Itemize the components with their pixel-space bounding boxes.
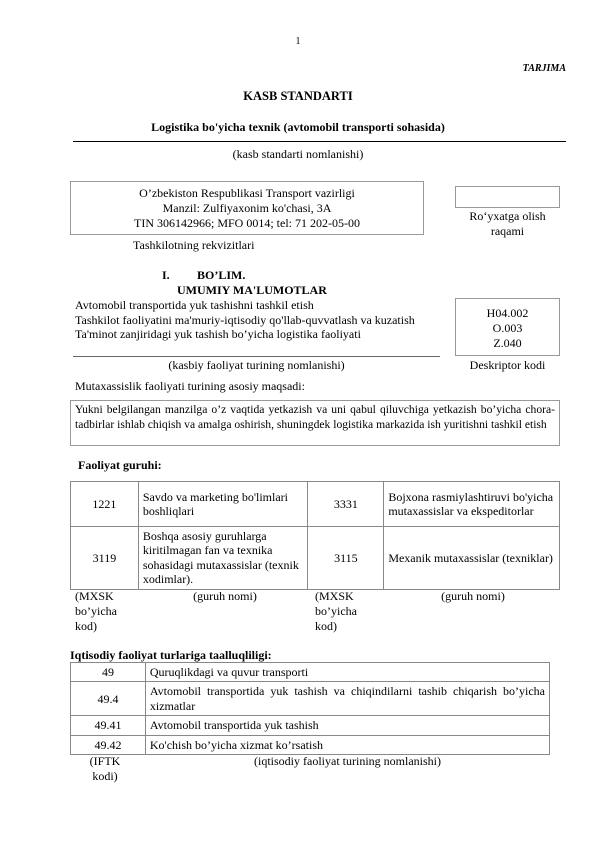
- economic-name: Quruqlikdagi va quvur transporti: [145, 663, 549, 682]
- section-heading: UMUMIY MA'LUMOTLAR: [177, 283, 327, 297]
- table-row: [71, 735, 550, 754]
- goal-text: Yukni belgilangan manzilga o’z vaqtida yetkazish va uni qabul qiluvchiga yetkazish bo’yicha chora-tadbirlar ishlab chiqish va amalga oshirish, shuningdek logistika markazida ish yuritishni tashkil etish: [75, 403, 555, 431]
- group-code: 3115: [308, 527, 384, 590]
- economic-name: Avtomobil transportida yuk tashish va chiqindilarni tashib chiqarish bo’yicha xizmatlar: [145, 682, 549, 716]
- group-name: Boshqa asosiy guruhlarga kiritilmagan fan va texnika sohasidagi mutaxassislar (texnik xodimlar).: [138, 527, 308, 590]
- economic-name: Ko'chish bo’yicha xizmat ko’rsatish: [145, 735, 549, 754]
- activity-line-3: Ta'minot zanjiridagi yuk tashish bo’yicha logistika faoliyati: [75, 327, 361, 341]
- table-row: [71, 716, 550, 735]
- group-label: Faoliyat guruhi:: [78, 458, 162, 472]
- economic-code: 49.41: [71, 716, 146, 735]
- activity-line-1: Avtomobil transportida yuk tashishni tashkil etish: [75, 298, 314, 312]
- section-number: I.: [162, 268, 170, 282]
- table-row: [71, 682, 550, 716]
- economic-table: [70, 662, 550, 755]
- group-name-caption: (guruh nomi): [193, 589, 257, 603]
- group-name-caption: (guruh nomi): [441, 589, 505, 603]
- document-title: KASB STANDARTI: [243, 89, 353, 103]
- section-label: BO’LIM.: [197, 268, 246, 282]
- descriptor-code: Z.040: [493, 336, 522, 350]
- document-subtitle: Logistika bo'yicha texnik (avtomobil transporti sohasida): [151, 120, 445, 134]
- descriptor-code: O.003: [492, 321, 523, 335]
- economic-code: 49.42: [71, 735, 146, 754]
- organization-caption: Tashkilotning rekvizitlari: [133, 238, 255, 252]
- economic-code: 49: [71, 663, 146, 682]
- registration-box: [455, 186, 560, 208]
- goal-label: Mutaxassislik faoliyati turining asosiy maqsadi:: [75, 379, 305, 393]
- economic-label: Iqtisodiy faoliyat turlariga taalluqliligi:: [70, 648, 272, 662]
- standard-name-caption: (kasb standarti nomlanishi): [232, 147, 364, 161]
- economic-code-caption: (IFTK kodi): [89, 754, 121, 783]
- group-code: 3331: [308, 482, 384, 527]
- org-line-2: Manzil: Zulfiyaxonim ko'chasi, 3A: [162, 201, 332, 215]
- activity-underline: [73, 356, 440, 357]
- organization-box: [70, 181, 424, 235]
- group-code: 3119: [71, 527, 139, 590]
- economic-name-caption: (iqtisodiy faoliyat turining nomlanishi): [254, 754, 441, 768]
- org-line-1: O’zbekiston Respublikasi Transport vazirligi: [139, 186, 355, 200]
- activity-caption: (kasbiy faoliyat turining nomlanishi): [168, 358, 345, 372]
- descriptor-caption: Deskriptor kodi: [469, 358, 546, 372]
- descriptor-box: [455, 298, 560, 356]
- group-code-caption: (MXSK bo’yicha kod): [315, 589, 357, 633]
- group-name: Bojxona rasmiylashtiruvi bo'yicha mutaxassislar va ekspeditorlar: [384, 482, 560, 527]
- group-code: 1221: [71, 482, 139, 527]
- registration-caption: Ro‘yxatga olish raqami: [469, 209, 546, 238]
- group-name: Mexanik mutaxassislar (texniklar): [384, 527, 560, 590]
- descriptor-code: H04.002: [486, 306, 529, 320]
- org-line-3: TIN 306142966; MFO 0014; tel: 71 202-05-00: [134, 216, 360, 230]
- activity-block: [75, 298, 440, 342]
- title-underline: [73, 141, 566, 142]
- economic-name: Avtomobil transportida yuk tashish: [145, 716, 549, 735]
- activity-line-2: Tashkilot faoliyatini ma'muriy-iqtisodiy qo'llab-quvvatlash va kuzatish: [75, 312, 415, 327]
- goal-box: [70, 400, 560, 446]
- group-table: [70, 481, 560, 590]
- translation-label: TARJIMA: [522, 63, 566, 74]
- economic-code: 49.4: [71, 682, 146, 716]
- table-row: [71, 527, 560, 590]
- table-row: [71, 663, 550, 682]
- group-code-caption: (MXSK bo’yicha kod): [75, 589, 117, 633]
- group-name: Savdo va marketing bo'limlari boshliqlari: [138, 482, 308, 527]
- table-row: [71, 482, 560, 527]
- page-number: 1: [295, 36, 301, 47]
